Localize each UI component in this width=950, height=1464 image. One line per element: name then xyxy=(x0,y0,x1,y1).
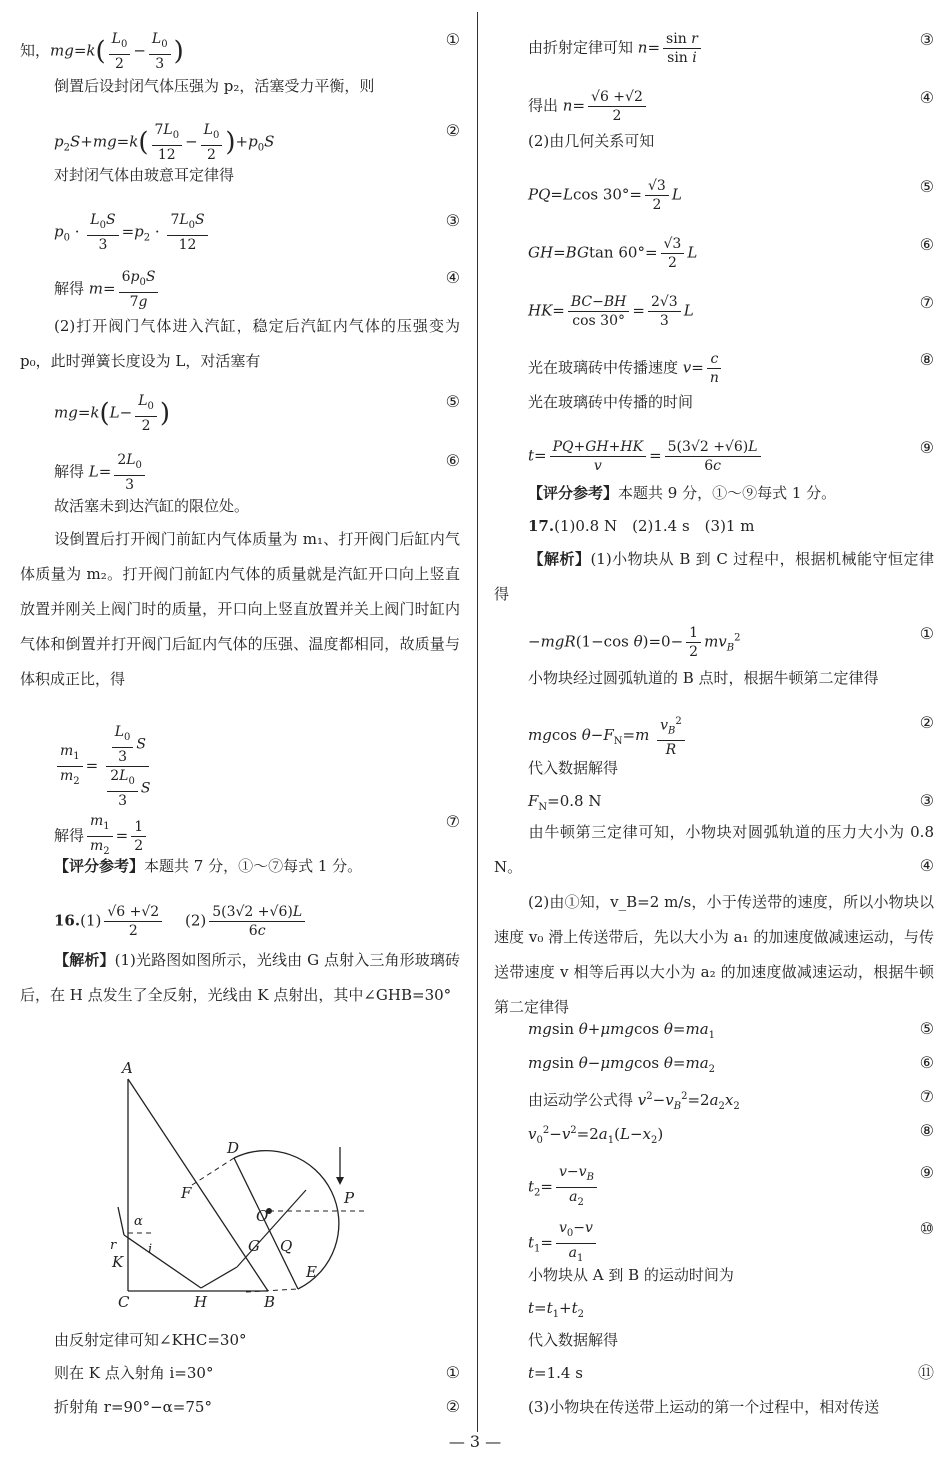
eq-number: ⑪ xyxy=(917,1363,934,1382)
optics-diagram xyxy=(96,1055,386,1315)
light-ray-GH xyxy=(201,1267,237,1288)
text-line: 代入数据解得 xyxy=(528,1331,619,1349)
text-line: 倒置后设封闭气体压强为 p₂，活塞受力平衡，则 xyxy=(54,77,375,95)
light-ray-HK xyxy=(124,1235,201,1288)
formula-line: $t=t_1+t_2$ xyxy=(528,1299,584,1320)
formula-line: mgsin θ+μmgcos $\theta=ma_1$ ⑤ xyxy=(528,1019,934,1041)
formula-line: mg=k(L− $\frac{L_0}{2}$ ) ⑤ xyxy=(54,392,460,434)
paragraph: (2)打开阀门气体进入汽缸，稳定后汽缸内气体的压强变为 p₀，此时弹簧长度设为 L，对活塞有 xyxy=(20,317,460,370)
formula-line: $\frac{m_1}{m_2}$ = $\frac{L_0}{3}$ S $\frac{2L_0}{3}$ S xyxy=(20,723,460,810)
formula-line: GH=BGtan 60°= $\frac{√3}{2}$ L ⑥ xyxy=(528,235,934,271)
text-line: 则在 K 点入射角 i=30° ① xyxy=(54,1363,460,1382)
formula-line: $v_0^2-v^2=2a_1(L-x_2)$ ⑧ xyxy=(528,1121,934,1146)
formula-line: HK= $\frac{BC-BH}{\cos 30^\circ}$ = $\frac{2√3}{3}$ L ⑦ xyxy=(528,293,934,329)
label-E: E xyxy=(306,1263,317,1281)
dash-FD xyxy=(192,1158,234,1185)
eq-number: ⑥ xyxy=(445,451,460,470)
eq-number: ① xyxy=(445,30,460,49)
formula-line: mgcos $\theta-F_N=m$ $\frac{v_B^2}{R}$ ② xyxy=(528,713,934,759)
formula-line: PQ=Lcos 30°= $\frac{√3}{2}$ L ⑤ xyxy=(528,177,934,213)
text-line: 对封闭气体由玻意耳定律得 xyxy=(54,166,235,184)
label-P: P xyxy=(344,1189,355,1207)
eq-number: ⑩ xyxy=(919,1219,934,1238)
eq-number: ③ xyxy=(919,791,934,810)
text-line: 折射角 r=90°−α=75° ② xyxy=(54,1397,460,1416)
formula-line: 解得 L= $\frac{2L_0}{3}$ ⑥ xyxy=(54,451,460,493)
eq-number: ⑧ xyxy=(919,350,934,369)
question-17-answer: 17.(1)0.8 N (2)1.4 s (3)1 m xyxy=(528,517,755,535)
formula-line: $t_2=$ $\frac{v-v_B}{a_2}$ ⑨ xyxy=(528,1163,934,1208)
text-line: (3)小物块在传送带上运动的第一个过程中，相对传送 xyxy=(528,1398,880,1416)
text-line: 光在玻璃砖中传播的时间 xyxy=(528,393,694,411)
formula-line: 得出 n= $\frac{√6 +√2}{2}$ ④ xyxy=(528,88,934,124)
eq-number: ④ xyxy=(919,856,934,875)
label-A: A xyxy=(122,1059,133,1077)
label-Q: Q xyxy=(280,1237,293,1255)
label-G: G xyxy=(248,1237,260,1255)
eq-number: ⑧ xyxy=(919,1121,934,1140)
formula-line: 知，mg=k( $\frac{L_0}{2}$ − $\frac{L_0}{3}$ ) ① xyxy=(20,30,460,72)
text-line: 小物块经过圆弧轨道的 B 点时，根据牛顿第二定律得 xyxy=(528,669,879,687)
eq-number: ⑦ xyxy=(445,812,460,831)
eq-number: ③ xyxy=(445,211,460,230)
eq-number: ① xyxy=(445,1363,460,1382)
eq-number: ③ xyxy=(919,30,934,49)
paragraph: 【解析】(1)小物块从 B 到 C 过程中，根据机械能守恒定律得 xyxy=(494,550,934,603)
eq-number: ⑤ xyxy=(445,392,460,411)
label-F: F xyxy=(181,1184,192,1202)
text-line: (2)由几何关系可知 xyxy=(528,132,655,150)
eq-number: ⑤ xyxy=(919,1019,934,1038)
label-H: H xyxy=(194,1293,208,1311)
eq-number: ② xyxy=(919,713,934,732)
formula-line: t=1.4 s ⑪ xyxy=(528,1363,934,1382)
formula-line: −mgR(1−cos θ)=0− $\frac{1}{2}$ $mv_B^2$ ① xyxy=(528,624,934,660)
eq-number: ④ xyxy=(919,88,934,107)
formula-line: 解得 $\frac{m_1}{m_2}$ = $\frac{1}{2}$ ⑦ xyxy=(54,812,460,857)
formula-line: $t_1=$ $\frac{v_0-v}{a_1}$ ⑩ xyxy=(528,1219,934,1264)
column-divider xyxy=(477,12,478,1432)
score-reference: 【评分参考】本题共 9 分，①～⑨每式 1 分。 xyxy=(528,484,837,502)
paragraph: 由牛顿第三定律可知，小物块对圆弧轨道的压力大小为 0.8 N。 xyxy=(494,823,934,876)
text-line: 故活塞未到达汽缸的限位处。 xyxy=(54,497,250,515)
label-C: C xyxy=(118,1293,130,1311)
paragraph: 设倒置后打开阀门前缸内气体质量为 m₁、打开阀门后缸内气体质量为 m₂。打开阀门前缸内气体的质量就是汽缸开口向上竖直放置并刚关上阀门时的质量，开口向上竖直放置并关上阀门时缸内气体和倒置并打开阀门后缸内气体的压强、温度都相同，故质量与体积成正比，得 xyxy=(20,530,460,688)
formula-line: 由折射定律可知 n= $\frac{\text{sin r}}{\text{sin i}}$ ③ xyxy=(528,30,934,66)
label-r: r xyxy=(110,1238,117,1253)
eq-number: ⑨ xyxy=(919,438,934,457)
formula-line: mgsin θ−μmgcos $\theta=ma_2$ ⑥ xyxy=(528,1053,934,1075)
eq-number: ⑦ xyxy=(919,1087,934,1106)
question-16-answer: 16.(1) $\frac{√6 +√2}{2}$ (2) $\frac{5(3√2 +√6)L}{6c}$ xyxy=(20,903,460,940)
eq-number: ④ xyxy=(445,268,460,287)
text-line: 代入数据解得 xyxy=(528,759,619,777)
formula-line: t= $\frac{PQ+GH+HK}{v}$ = $\frac{5(3√2 +√6)L}{6c}$ ⑨ xyxy=(528,438,934,474)
text-line: 由反射定律可知∠KHC=30° xyxy=(54,1331,247,1349)
arrow-head xyxy=(336,1177,344,1185)
eq-number: ② xyxy=(445,1397,460,1416)
light-ray-exit xyxy=(118,1207,124,1235)
formula-line: $p_0$ · $\frac{L_0S}{3}$ $=p_2$ · $\frac{7L_0S}{12}$ ③ xyxy=(54,211,460,253)
eq-number: ② xyxy=(445,121,460,140)
semicircle xyxy=(234,1151,339,1289)
eq-number: ⑤ xyxy=(919,177,934,196)
eq-number: ⑨ xyxy=(919,1163,934,1182)
formula-line: 解得 m= $\frac{6p_0S}{7g}$ ④ xyxy=(54,268,460,310)
eq-number: ① xyxy=(919,624,934,643)
label-D: D xyxy=(227,1139,240,1157)
formula-line: $p_2S+mg=k$( $\frac{7L_0}{12}$ − $\frac{L_0}{2}$ )$+p_0S$ ② xyxy=(54,121,460,163)
score-reference: 【评分参考】本题共 7 分，①～⑦每式 1 分。 xyxy=(54,857,363,875)
page-number: — 3 — xyxy=(448,1432,502,1451)
formula-line: 由运动学公式得 $v^2-v_B^2=2a_2x_2$ ⑦ xyxy=(528,1087,934,1112)
paragraph: (2)由①知，v_B=2 m/s，小于传送带的速度，所以小物块以速度 v₀ 滑上传送带后，先以大小为 a₁ 的加速度做减速运动，与传送带速度 v 相等后再以大小为 a₂ 的加速度做减速运动，根据牛顿第二定律得 xyxy=(494,893,934,1016)
eq-number: ⑥ xyxy=(919,235,934,254)
text-line: 小物块从 A 到 B 的运动时间为 xyxy=(528,1266,734,1284)
label-B: B xyxy=(264,1293,276,1311)
label-alpha: α xyxy=(134,1214,143,1229)
formula-line: $F_N=0.8$ N ③ xyxy=(528,791,934,813)
eq-number: ⑥ xyxy=(919,1053,934,1072)
label-i: i xyxy=(148,1242,153,1257)
light-ray-PG xyxy=(237,1190,306,1267)
eq-number: ⑦ xyxy=(919,293,934,312)
label-K: K xyxy=(112,1253,124,1271)
label-O: O xyxy=(256,1207,269,1225)
formula-line: 光在玻璃砖中传播速度 v= $\frac{c}{n}$ ⑧ xyxy=(528,350,934,386)
paragraph: 【解析】(1)光路图如图所示，光线由 G 点射入三角形玻璃砖后，在 H 点发生了全反射，光线由 K 点射出，其中∠GHB=30° xyxy=(20,951,460,1004)
